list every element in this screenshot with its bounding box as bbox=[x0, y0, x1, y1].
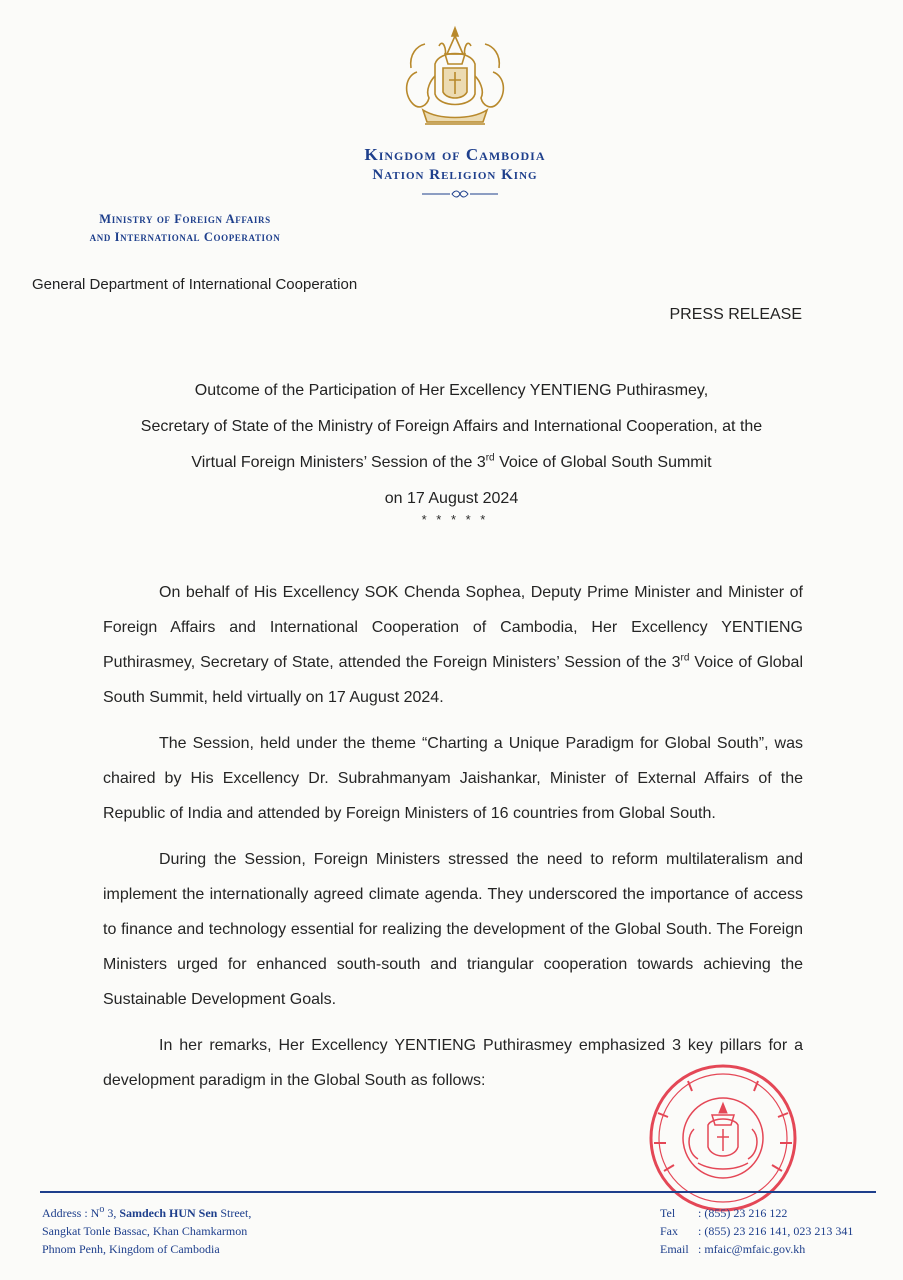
press-release-title bbox=[60, 373, 843, 517]
royal-coat-of-arms-icon bbox=[395, 24, 515, 132]
title-line-4: on 17 August 2024 bbox=[384, 490, 519, 507]
ornament-divider-icon bbox=[420, 189, 500, 199]
email-address: : mfaic@mfaic.gov.kh bbox=[698, 1242, 806, 1256]
paragraph-2: The Session, held under the theme “Charting a Unique Paradigm for Global South”, was chaired by His Excellency Dr. Subrahmanyam Jaishankar, Minister of External Affairs of the Republic of India and attended by Foreign Ministers of 16 countries from Global South. bbox=[103, 735, 803, 822]
ministry-heading bbox=[40, 210, 330, 246]
address-line-3: Phnom Penh, Kingdom of Cambodia bbox=[42, 1242, 220, 1256]
footer-divider bbox=[40, 1191, 876, 1193]
telephone-line: Tel : (855) 23 216 122 bbox=[660, 1206, 788, 1220]
ministry-line-2: and International Cooperation bbox=[89, 230, 281, 244]
department-name: General Department of International Cooperation bbox=[32, 276, 358, 293]
address-line-2: Sangkat Tonle Bassac, Khan Chamkarmon bbox=[42, 1224, 248, 1238]
document-type: PRESS RELEASE bbox=[669, 306, 802, 323]
paragraph-3: During the Session, Foreign Ministers stressed the need to reform multilateralism and implement the internationally agreed climate agenda. They underscored the importance of access to finance and technology essential for realizing the development of the Global South. The Foreign Ministers urged for enhanced south-south and triangular cooperation towards achieving the Sustainable Development Goals. bbox=[103, 851, 803, 1008]
fax-line: Fax : (855) 23 216 141, 023 213 341 bbox=[660, 1224, 854, 1238]
kingdom-name: Kingdom of Cambodia bbox=[364, 145, 546, 164]
title-line-1: Outcome of the Participation of Her Excellency YENTIENG Puthirasmey, bbox=[194, 382, 709, 399]
address-line-1: Address : $N^o$ 3, Samdech HUN Sen Street, bbox=[42, 1204, 252, 1220]
ministry-line-1: Ministry of Foreign Affairs bbox=[99, 212, 271, 226]
section-separator: * * * * * bbox=[421, 512, 489, 527]
title-line-2: Secretary of State of the Ministry of Foreign Affairs and International Cooperation, at the bbox=[140, 418, 763, 435]
national-motto: Nation Religion King bbox=[372, 167, 538, 183]
footer-address bbox=[42, 1204, 251, 1258]
kingdom-heading bbox=[250, 145, 660, 184]
paragraph-4: In her remarks, Her Excellency YENTIENG Puthirasmey emphasized 3 key pillars for a development paradigm in the Global South as follows: bbox=[103, 1037, 803, 1089]
press-release-body bbox=[103, 575, 803, 1109]
email-line: Email : mfaic@mfaic.gov.kh bbox=[660, 1242, 806, 1256]
paragraph-1: On behalf of His Excellency SOK Chenda Sophea, Deputy Prime Minister and Minister of Foreign Affairs and International Cooperation of Cambodia, Her Excellency YENTIENG Puthirasmey, Secretary of State, attended the Foreign Ministers’ Session of the 3rd Voice of Global South Summit, held virtually on 17 August 2024. bbox=[103, 584, 803, 706]
footer-contact bbox=[660, 1204, 853, 1258]
title-line-3: Virtual Foreign Ministers’ Session of the 3rd Voice of Global South Summit bbox=[191, 452, 712, 471]
